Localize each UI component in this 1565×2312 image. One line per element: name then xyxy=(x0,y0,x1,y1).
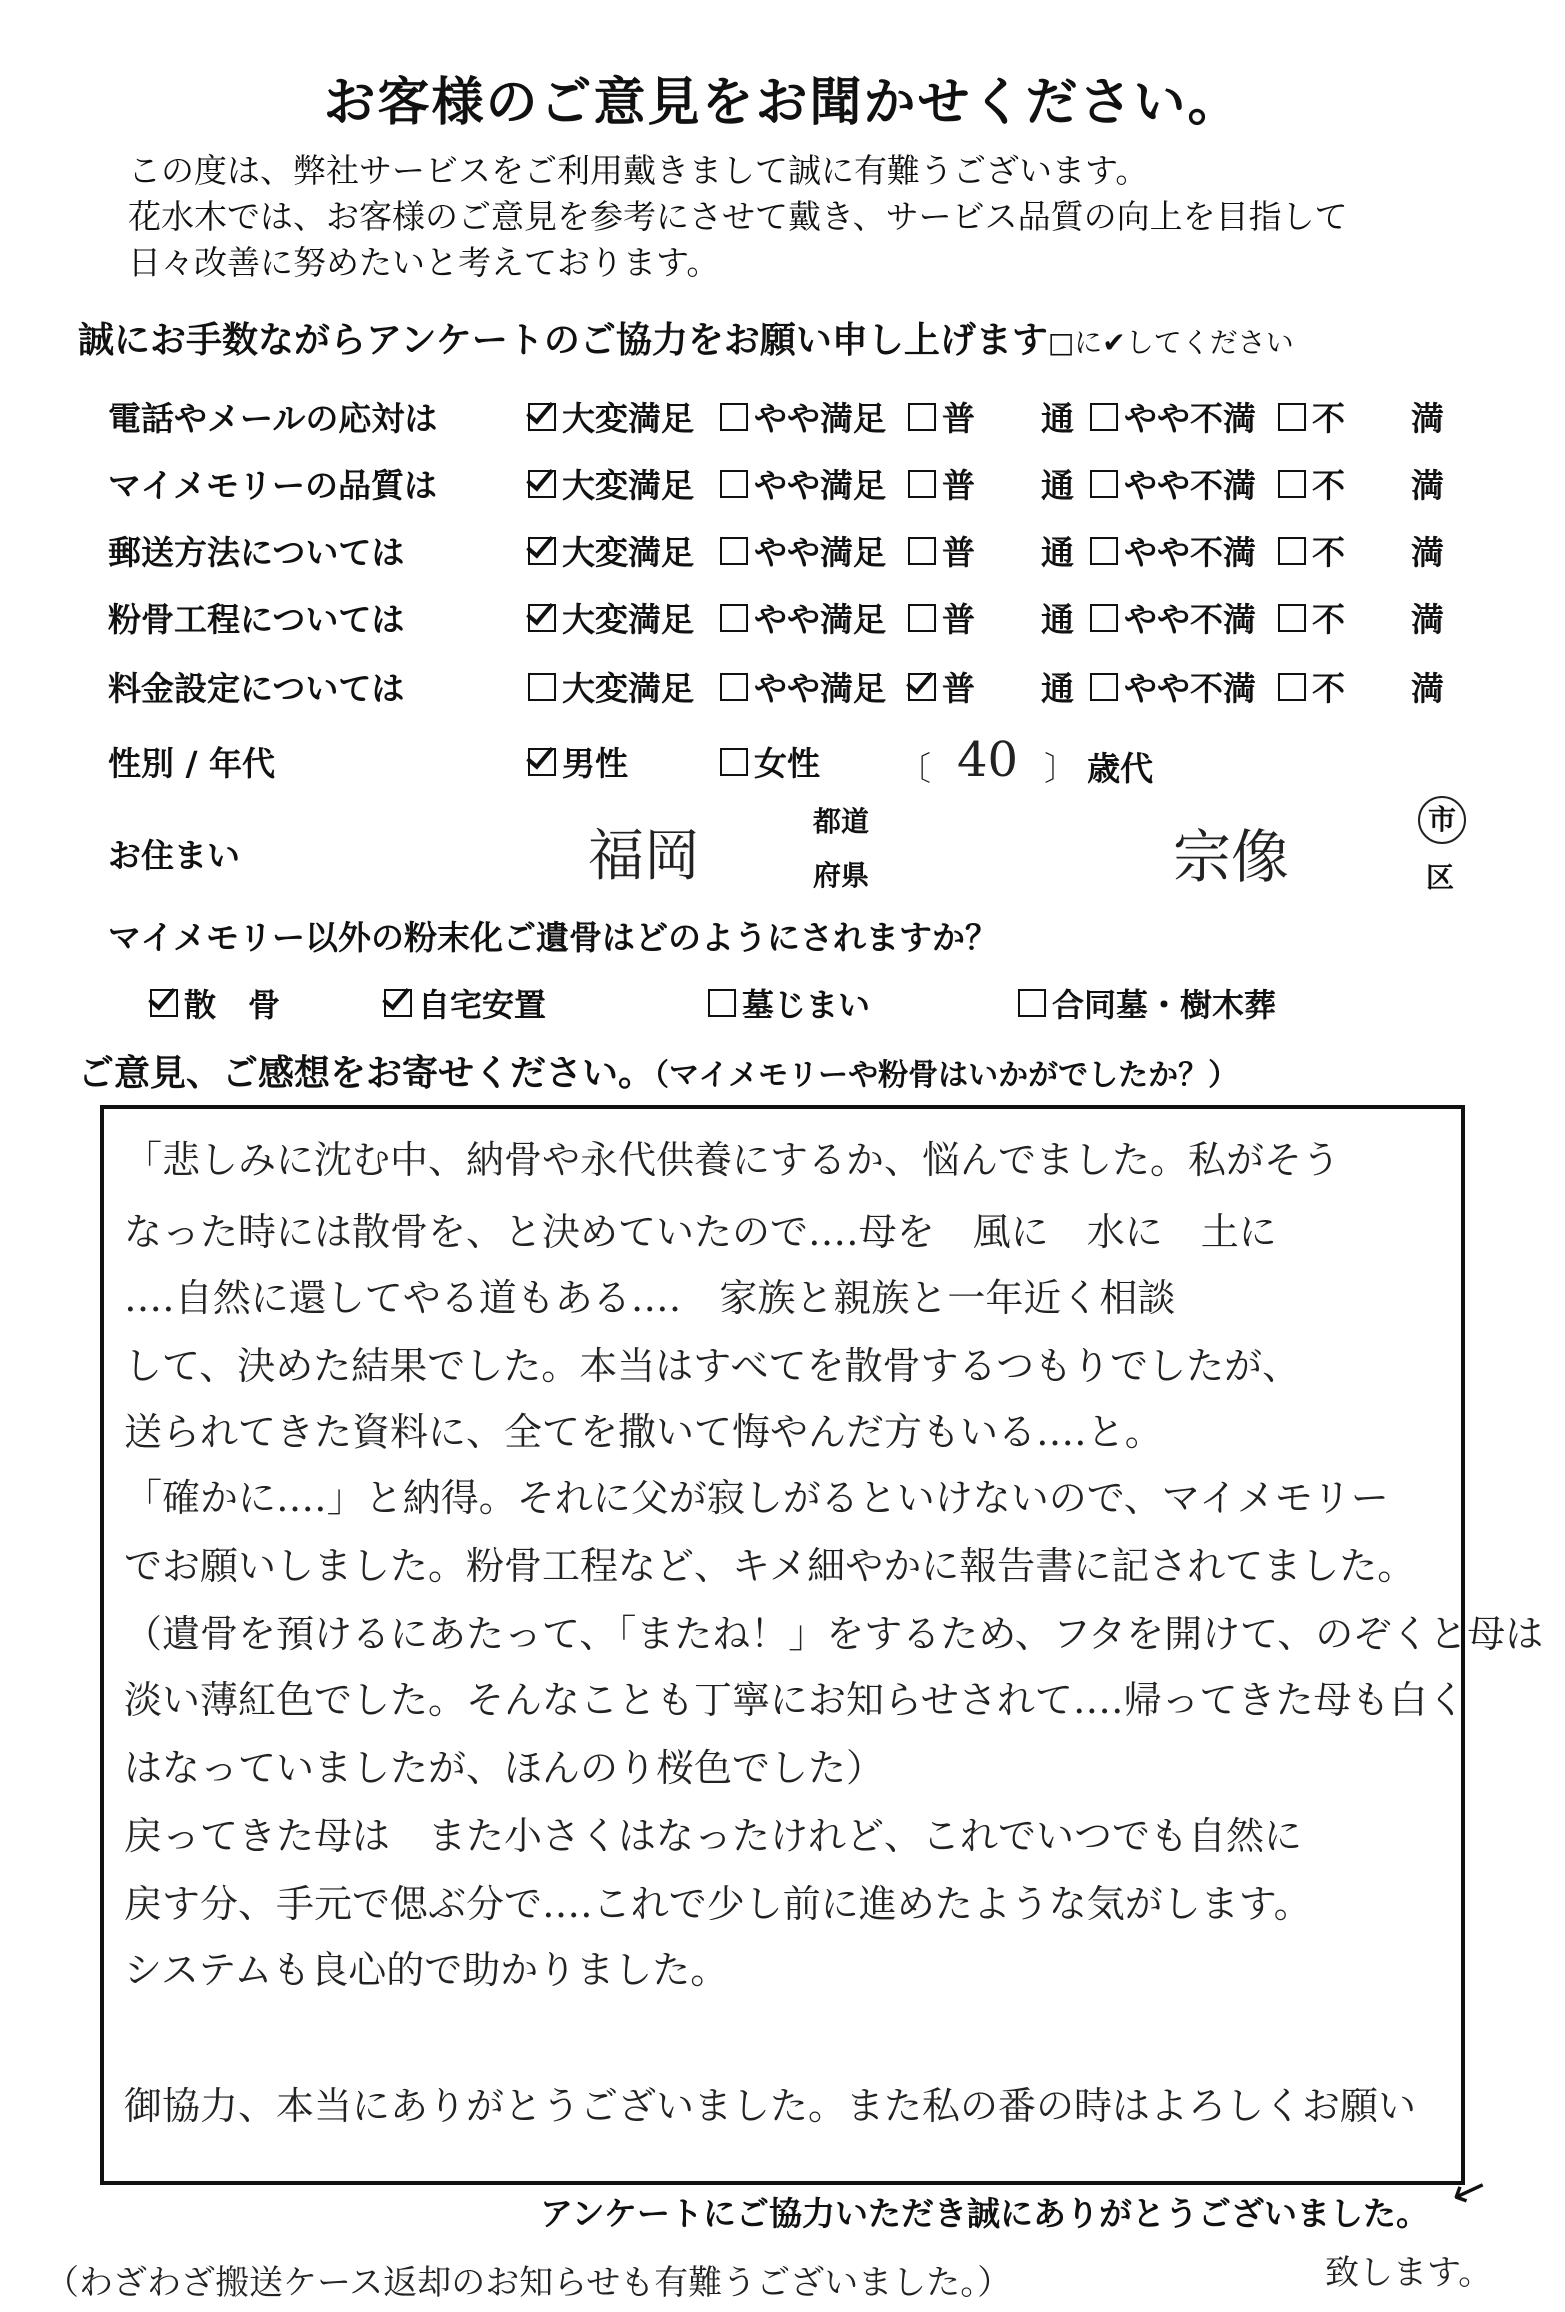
survey-option[interactable] xyxy=(528,393,694,440)
pref-suffix-bottom: 府県 xyxy=(813,859,870,892)
survey-checkbox[interactable] xyxy=(1278,403,1306,431)
survey-checkbox[interactable] xyxy=(1090,604,1118,632)
survey-checkbox[interactable] xyxy=(720,403,748,431)
checkbox-grave-closing[interactable] xyxy=(708,989,736,1017)
comment-line: 戻す分、手元で偲ぶ分で‥‥これで少し前に進めたような気がします。 xyxy=(124,1882,1312,1926)
survey-option[interactable] xyxy=(720,663,886,710)
survey-checkbox[interactable] xyxy=(1090,673,1118,701)
comment-line: でお願いしました。粉骨工程など、キメ細やかに報告書に記されてました。 xyxy=(124,1544,1416,1588)
prefecture-value: 福岡 xyxy=(588,824,700,889)
survey-option[interactable] xyxy=(908,527,1074,574)
female-label: 女性 xyxy=(754,744,820,783)
survey-option[interactable] xyxy=(908,393,1074,440)
checkbox-home[interactable] xyxy=(384,989,412,1017)
disposal-option-scatter[interactable] xyxy=(150,980,280,1026)
survey-option[interactable] xyxy=(1278,527,1444,574)
survey-checkbox[interactable] xyxy=(1278,470,1306,498)
survey-option[interactable] xyxy=(720,527,886,574)
comment-box[interactable] xyxy=(100,1105,1544,2185)
survey-option[interactable] xyxy=(1278,460,1444,507)
survey-option-label: 大変満足 xyxy=(562,399,694,438)
city-suffix-top: 市 xyxy=(1418,796,1466,844)
survey-option[interactable] xyxy=(720,594,886,641)
disposal-label: 自宅安置 xyxy=(418,986,547,1024)
survey-checkbox[interactable] xyxy=(1278,537,1306,565)
survey-option-label: やや不満 xyxy=(1124,466,1256,505)
survey-row xyxy=(108,586,1468,646)
survey-request xyxy=(78,312,1294,363)
survey-option-label: やや不満 xyxy=(1124,600,1256,639)
checkbox-scatter[interactable] xyxy=(150,989,178,1017)
page-title: お客様のご意見をお聞かせください。 xyxy=(323,73,1242,133)
intro-text xyxy=(128,148,1348,286)
survey-option-label: 普 通 xyxy=(942,600,1074,639)
survey-checkbox[interactable] xyxy=(1278,604,1306,632)
survey-checkbox[interactable] xyxy=(908,470,936,498)
survey-checkbox[interactable] xyxy=(720,673,748,701)
survey-row-label: マイメモリーの品質は xyxy=(108,466,438,505)
city-value: 宗像 xyxy=(1173,823,1290,891)
survey-option[interactable] xyxy=(1278,594,1444,641)
survey-option[interactable] xyxy=(720,460,886,507)
survey-checkbox[interactable] xyxy=(720,470,748,498)
survey-row-label: 粉骨工程については xyxy=(108,600,405,639)
comment-line: して、決めた結果でした。本当はすべてを散骨するつもりでしたが、 xyxy=(124,1344,1301,1388)
comment-heading-paren: （マイメモリーや粉骨はいかがでしたか？） xyxy=(654,1058,1239,1093)
survey-checkbox[interactable] xyxy=(528,470,556,498)
comment-line: （遺骨を預けるにあたって、「またね！」をするため、フタを開けて、のぞくと母は xyxy=(124,1612,1544,1656)
survey-option[interactable] xyxy=(908,663,1074,710)
comment-line: 送られてきた資料に、全てを撒いて悔やんだ方もいる‥‥と。 xyxy=(124,1410,1163,1454)
survey-option-label: 大変満足 xyxy=(562,669,694,708)
age-bracket-close: 〕 xyxy=(1044,748,1078,788)
survey-option-label: 大変満足 xyxy=(562,600,694,639)
checkbox-female[interactable] xyxy=(720,748,748,776)
comment-line: はなっていましたが、ほんのり桜色でした） xyxy=(124,1746,885,1790)
survey-checkbox[interactable] xyxy=(528,673,556,701)
closing-text: 致します。 xyxy=(1325,2253,1493,2293)
comment-line: ‥‥自然に還してやる道もある‥‥ 家族と親族と一年近く相談 xyxy=(124,1276,1176,1320)
city-suffix-bottom: 区 xyxy=(1426,861,1455,894)
gender-age-row xyxy=(108,730,1468,790)
pref-suffix-top: 都道 xyxy=(813,805,870,838)
survey-option-label: 普 通 xyxy=(942,533,1074,572)
survey-checkbox[interactable] xyxy=(1090,537,1118,565)
survey-option[interactable] xyxy=(1090,594,1256,641)
survey-checkbox[interactable] xyxy=(1278,673,1306,701)
survey-option-label: やや満足 xyxy=(754,669,886,708)
survey-checkbox[interactable] xyxy=(720,604,748,632)
survey-option[interactable] xyxy=(1278,663,1444,710)
survey-row xyxy=(108,655,1468,715)
residence-row xyxy=(108,800,1468,900)
survey-option[interactable] xyxy=(528,460,694,507)
survey-option-label: やや満足 xyxy=(754,533,886,572)
disposal-question: マイメモリー以外の粉末化ご遺骨はどのようにされますか？ xyxy=(108,918,999,957)
survey-checkbox[interactable] xyxy=(528,403,556,431)
footer-note: （わざわざ搬送ケース返却のお知らせも有難うございました。） xyxy=(45,2263,1012,2303)
survey-option[interactable] xyxy=(528,594,694,641)
survey-option[interactable] xyxy=(1090,663,1256,710)
survey-checkbox[interactable] xyxy=(908,403,936,431)
survey-checkbox[interactable] xyxy=(908,673,936,701)
thanks-message: アンケートにご協力いただき誠にありがとうございました。 xyxy=(540,2194,1430,2233)
age-bracket-open: 〔 xyxy=(898,748,931,788)
disposal-label: 墓じまい xyxy=(742,986,871,1024)
survey-option-label: 普 通 xyxy=(942,399,1074,438)
survey-option-label: 普 通 xyxy=(942,466,1074,505)
survey-option-label: やや不満 xyxy=(1124,533,1256,572)
gender-age-label: 性別 / 年代 xyxy=(108,744,276,783)
survey-checkbox[interactable] xyxy=(528,604,556,632)
survey-row xyxy=(108,385,1468,445)
survey-option-label: 大変満足 xyxy=(562,533,694,572)
survey-checkbox[interactable] xyxy=(720,537,748,565)
residence-label: お住まい xyxy=(108,836,240,875)
comment-line: 「確かに‥‥」と納得。それに父が寂しがるといけないので、マイメモリー xyxy=(124,1476,1389,1520)
survey-checkbox[interactable] xyxy=(528,537,556,565)
comment-heading xyxy=(78,1045,1238,1096)
survey-row xyxy=(108,519,1468,579)
survey-option[interactable] xyxy=(720,393,886,440)
comment-line: 淡い薄紅色でした。そんなことも丁寧にお知らせされて‥‥帰ってきた母も白く xyxy=(124,1678,1466,1722)
survey-option-label: やや満足 xyxy=(754,466,886,505)
arrow-icon: ↙ xyxy=(1444,2160,1495,2219)
comment-heading-text: ご意見、ご感想をお寄せください。 xyxy=(78,1053,655,1094)
disposal-label: 合同墓・樹木葬 xyxy=(1052,986,1277,1024)
survey-option-label: 不 満 xyxy=(1312,399,1444,438)
male-label: 男性 xyxy=(562,744,628,783)
survey-option-label: 不 満 xyxy=(1312,466,1444,505)
intro-line: この度は、弊社サービスをご利用戴きまして誠に有難うございます。 xyxy=(128,151,1149,190)
survey-option-label: 普 通 xyxy=(942,669,1074,708)
checkbox-joint-grave[interactable] xyxy=(1018,989,1046,1017)
intro-line: 花水木では、お客様のご意見を参考にさせて戴き、サービス品質の向上を目指して xyxy=(128,197,1348,236)
intro-line: 日々改善に努めたいと考えております。 xyxy=(128,243,720,282)
survey-row-label: 電話やメールの応対は xyxy=(108,399,438,438)
comment-line: 御協力、本当にありがとうございました。また私の番の時はよろしくお願い xyxy=(124,2084,1417,2128)
survey-option[interactable] xyxy=(908,460,1074,507)
survey-option[interactable] xyxy=(1090,527,1256,574)
comment-line: 「悲しみに沈む中、納骨や永代供養にするか、悩んでました。私がそう xyxy=(124,1138,1341,1182)
checkbox-male[interactable] xyxy=(528,748,556,776)
disposal-option-grave-closing[interactable] xyxy=(708,980,870,1026)
survey-option-label: やや不満 xyxy=(1124,399,1256,438)
survey-row xyxy=(108,452,1468,512)
survey-option[interactable] xyxy=(528,663,694,710)
survey-checkbox[interactable] xyxy=(908,604,936,632)
survey-option[interactable] xyxy=(1278,393,1444,440)
age-field[interactable] xyxy=(898,732,1154,794)
comment-line: なった時には散骨を、と決めていたので‥‥母を 風に 水に 土に xyxy=(124,1210,1277,1254)
survey-option-label: 大変満足 xyxy=(562,466,694,505)
survey-option[interactable] xyxy=(908,594,1074,641)
age-suffix: 歳代 xyxy=(1087,748,1154,788)
comment-line: 戻ってきた母は また小さくはなったけれど、これでいつでも自然に xyxy=(124,1814,1303,1858)
survey-checkbox[interactable] xyxy=(1090,403,1118,431)
survey-checkbox[interactable] xyxy=(1090,470,1118,498)
gender-female-option[interactable] xyxy=(720,738,820,785)
survey-row-label: 料金設定については xyxy=(108,669,405,708)
gender-male-option[interactable] xyxy=(528,738,628,785)
survey-option-label: 不 満 xyxy=(1312,669,1444,708)
disposal-option-joint-grave[interactable] xyxy=(1018,980,1276,1026)
disposal-label: 散 骨 xyxy=(184,986,281,1024)
comment-line: システムも良心的で助かりました。 xyxy=(124,1948,729,1992)
survey-option-label: 不 満 xyxy=(1312,600,1444,639)
request-text: 誠にお手数ながらアンケートのご協力をお願い申し上げます xyxy=(78,320,1048,361)
survey-row-label: 郵送方法については xyxy=(108,533,405,572)
survey-option-label: 不 満 xyxy=(1312,533,1444,572)
request-note: □に✔してください xyxy=(1047,326,1294,359)
survey-option[interactable] xyxy=(1090,393,1256,440)
survey-checkbox[interactable] xyxy=(908,537,936,565)
survey-option[interactable] xyxy=(1090,460,1256,507)
survey-option-label: やや不満 xyxy=(1124,669,1256,708)
disposal-option-home[interactable] xyxy=(384,980,546,1026)
age-value: 40 xyxy=(957,732,1019,788)
survey-option-label: やや満足 xyxy=(754,399,886,438)
survey-option-label: やや満足 xyxy=(754,600,886,639)
survey-option[interactable] xyxy=(528,527,694,574)
